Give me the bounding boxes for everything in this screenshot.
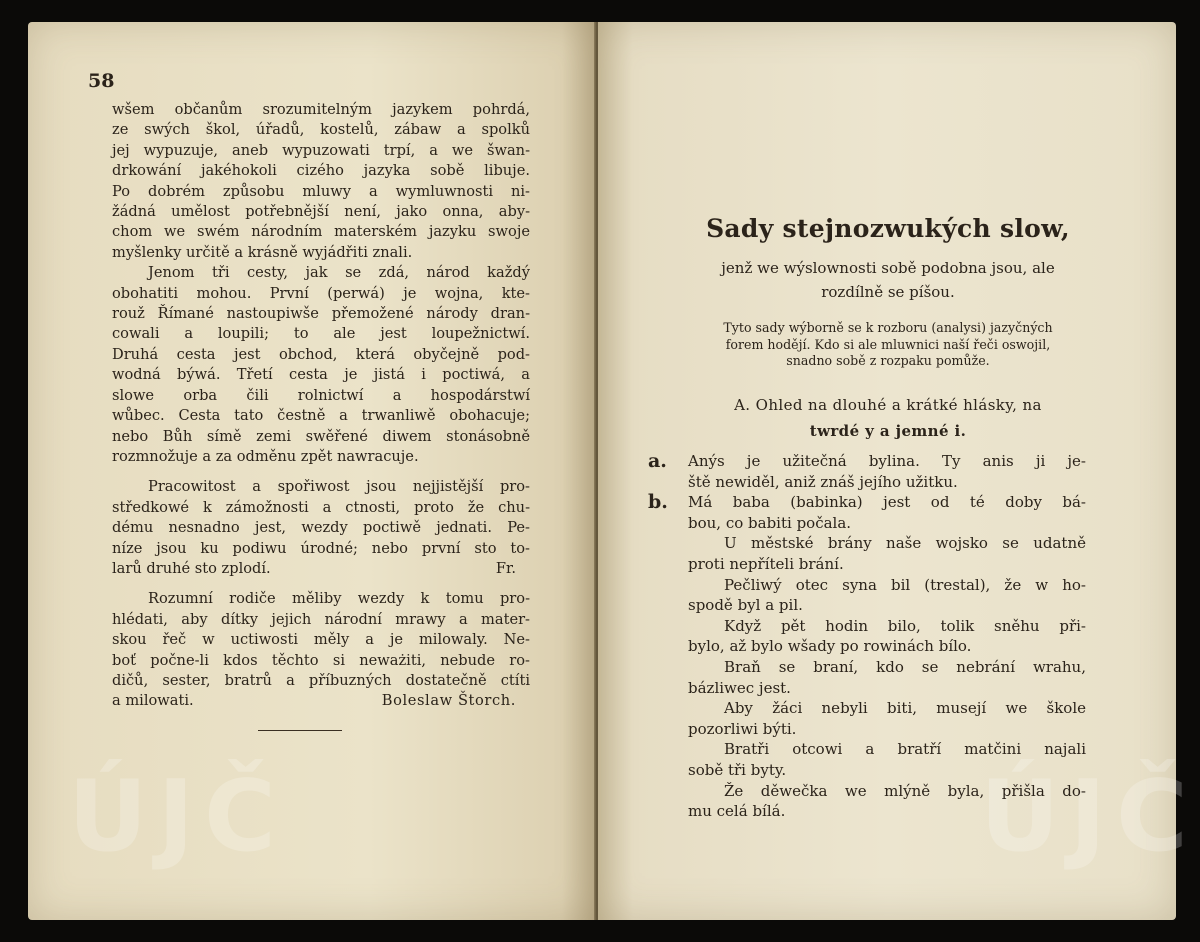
text-line: Anýs je užitečná bylina. Ty anis ji je-: [688, 452, 1086, 470]
subtitle-line: jenž we wýslownosti sobě podobna jsou, ale: [721, 259, 1055, 277]
text-line: skou řeč w uctiwosti měly a je milowaly. Ne-: [112, 631, 530, 649]
note-line: Tyto sady wýborně se k rozboru (analysi) jazyčných: [723, 320, 1053, 335]
text-line: proti nepříteli brání.: [688, 554, 844, 573]
section-heading: [636, 392, 1140, 444]
list-item: [688, 781, 1086, 822]
paragraph: [112, 477, 530, 579]
text-line: Po dobrém způsobu mluwy a wymluwnosti ni-: [112, 182, 530, 200]
text-line: hlédati, aby dítky jejich národní mrawy a mater-: [112, 610, 530, 628]
subtitle-line: rozdílně se píšou.: [821, 283, 955, 301]
text-line: Když pět hodin bilo, tolik sněhu při-: [724, 616, 1086, 635]
text-line: Aby žáci nebyli biti, musejí we škole: [724, 699, 1086, 718]
text-line: Pečliwý otec syna bil (trestal), že w ho-: [724, 575, 1086, 594]
text-line: bou, co babiti počala.: [688, 513, 852, 532]
text-line: myšlenky určitě a krásně wyjádřiti znali.: [112, 243, 413, 261]
item-marker: a.: [648, 450, 667, 472]
text-line: nebo Bůh símě zemi swěřené diwem stonásobně: [112, 427, 530, 445]
list-item: [688, 575, 1086, 616]
text-line: dičů, sester, bratrů a příbuzných dostatečně ctíti: [112, 671, 530, 689]
list-item: [688, 616, 1086, 657]
text-line: Pracowitost a spořiwost jsou nejjistější pro-: [148, 478, 530, 496]
section-line: twrdé y a jemné i.: [809, 422, 967, 440]
page-subtitle: [636, 256, 1140, 304]
text-line: obohatiti mohou. První (perwá) je wojna, kte-: [112, 284, 530, 302]
text-line: bázliwec jest.: [688, 678, 791, 697]
author-signature: Fr.: [495, 559, 516, 577]
text-line: jej wypuzuje, aneb wypuzowati trpí, a we šwan-: [112, 141, 530, 159]
text-line: ště newiděl, aniž znáš jejího užitku.: [688, 472, 958, 491]
text-line: chom we swém národním materském jazyku swoje: [112, 223, 530, 241]
text-line: bylo, až bylo wšady po rowinách bílo.: [688, 637, 972, 656]
text-line: spodě byl a pil.: [688, 596, 803, 615]
text-line: Bratři otcowi a bratří matčini najali: [724, 740, 1086, 759]
text-line: drkowání jakéhokoli cizého jazyka sobě libuje.: [112, 162, 530, 180]
text-line: Jenom tři cesty, jak se zdá, národ každý: [148, 264, 530, 282]
paragraph: [112, 263, 530, 467]
text-line: wůbec. Cesta tato čestně a trwanliwě obohacuje;: [112, 407, 530, 425]
list-item: [688, 533, 1086, 574]
example-list: [648, 450, 1086, 822]
text-line: Druhá cesta jest obchod, která obyčejně pod-: [112, 345, 530, 363]
author-signature: Boleslaw Štorch.: [381, 692, 516, 710]
text-line: rouž Římané nastoupiwše přemožené národy dran-: [112, 305, 530, 323]
paragraph: [112, 100, 530, 263]
text-line: dému nesnadno jest, wezdy poctiwě jednati. Pe-: [112, 519, 530, 537]
paragraph: [112, 589, 530, 711]
text-line: Braň se braní, kdo se nebrání wrahu,: [724, 657, 1086, 676]
text-line: ze swých škol, úřadů, kostelů, zábaw a spolků: [112, 121, 530, 139]
text-line: Že děwečka we mlýně byla, přišla do-: [724, 781, 1086, 800]
library-watermark: ÚJČ: [68, 760, 286, 874]
text-line: Rozumní rodiče měliby wezdy k tomu pro-: [148, 590, 530, 608]
text-line: boť počne-li kdos těchto si neważiti, nebude ro-: [112, 651, 530, 669]
text-line: cowali a loupili; to ale jest loupežnictwí.: [112, 325, 530, 343]
closing-line: [112, 691, 530, 711]
text-line: níze jsou ku podiwu úrodné; nebo první sto to-: [112, 539, 530, 557]
text-line: mu celá bílá.: [688, 802, 786, 821]
section-line: A. Ohled na dlouhé a krátké hlásky, na: [734, 396, 1042, 414]
text-line: žádná umělost potřebnější není, jako onna, aby-: [112, 203, 530, 221]
note-line: forem hodějí. Kdo si ale mluwnici naší řeči oswojil,: [725, 336, 1051, 352]
text-line: středkowé k zámožnosti a ctnosti, proto že chu-: [112, 498, 530, 516]
text-line: sobě tři byty.: [688, 760, 787, 779]
page-number: 58: [88, 70, 115, 92]
text-line: wodná býwá. Třetí cesta je jistá i poctiwá, a: [112, 366, 530, 384]
list-item: [688, 698, 1086, 739]
text-line: wšem občanům srozumitelným jazykem pohrdá,: [112, 101, 530, 118]
list-item: [648, 491, 1086, 533]
note-line: snadno sobě z rozpaku pomůže.: [786, 353, 990, 368]
page-title: Sady stejnozwukých slow,: [706, 214, 1070, 243]
text-line: Má baba (babinka) jest od té doby bá-: [688, 493, 1086, 512]
closing-line: [112, 559, 530, 579]
left-page-text: [112, 100, 530, 712]
list-item: [688, 657, 1086, 698]
item-marker: b.: [648, 491, 668, 514]
list-item: [648, 450, 1086, 492]
text-line: rozmnožuje a za odměnu zpět nawracuje.: [112, 447, 419, 465]
text-line: pozorliwi býti.: [688, 719, 797, 738]
text-line: larů druhé sto zplodí.: [112, 559, 271, 577]
library-watermark: ÚJČ: [980, 760, 1198, 874]
intro-note: [636, 320, 1140, 370]
text-line: U městské brány naše wojsko se udatně: [724, 534, 1086, 553]
list-item: [688, 739, 1086, 780]
section-divider: [258, 730, 342, 731]
text-line: a milowati.: [112, 692, 194, 710]
text-line: slowe orba čili rolnictwí a hospodárstwí: [112, 386, 530, 404]
